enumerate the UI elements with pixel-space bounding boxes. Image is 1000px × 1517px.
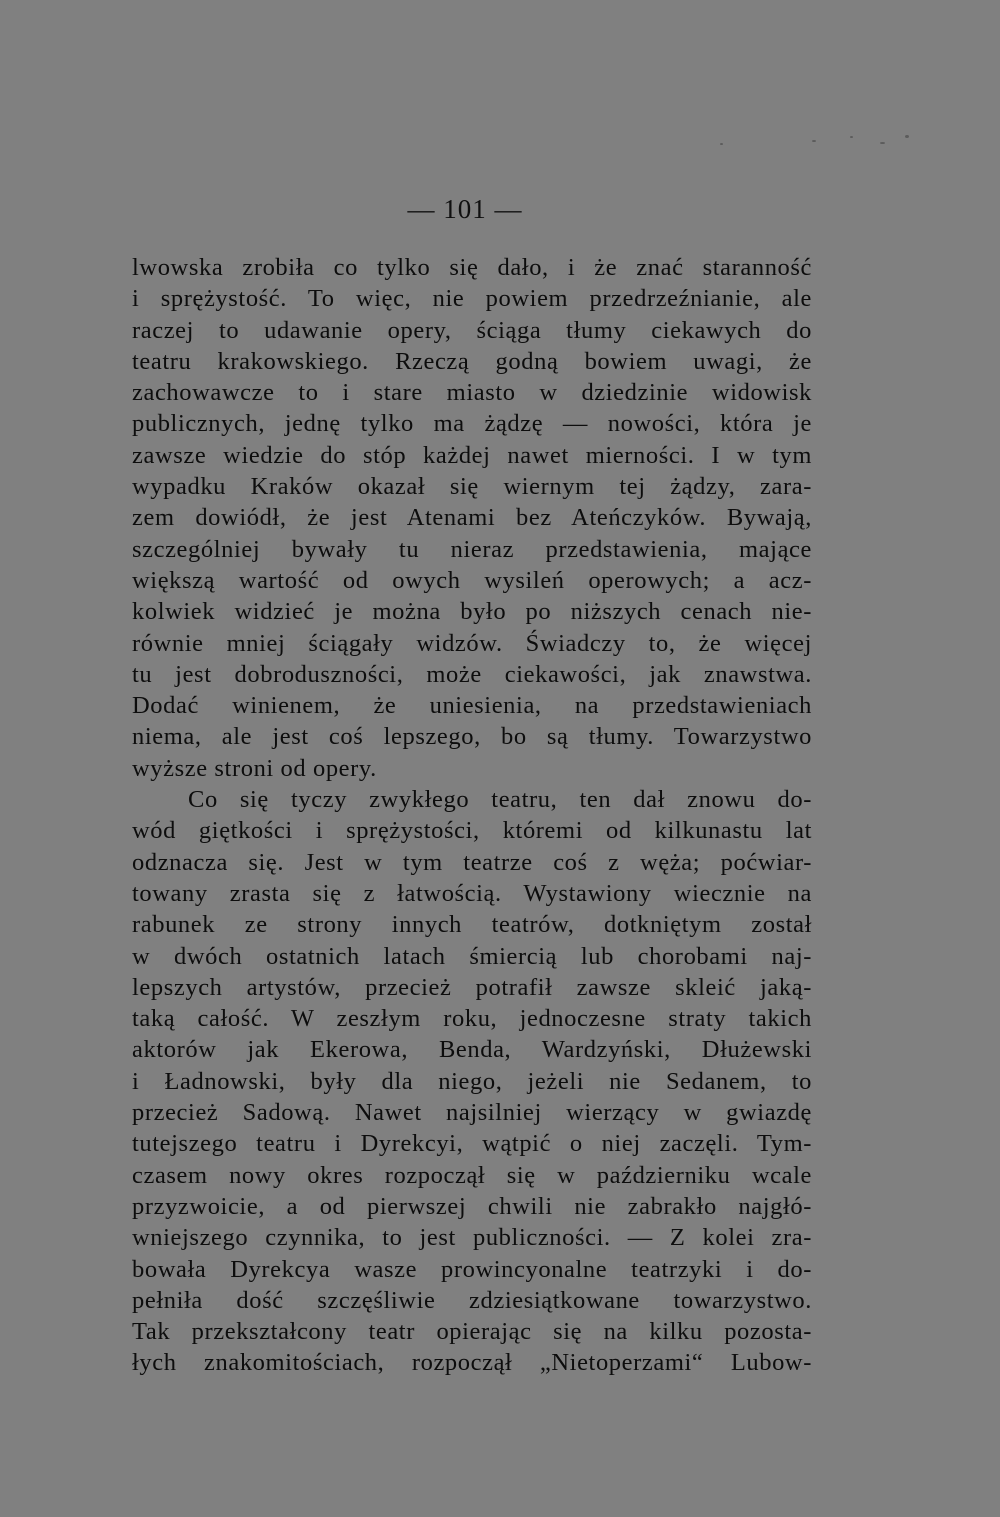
text-line: wniejszego czynnika, to jest publiczności. — Z kolei zra-	[132, 1224, 812, 1252]
text-line: wyższe stroni od opery.	[132, 754, 377, 782]
text-line: tu jest dobroduszności, może ciekawości, jak znawstwa.	[132, 660, 812, 688]
text-line: zem dowiódł, że jest Atenami bez Ateńczyków. Bywają,	[132, 504, 812, 532]
scan-speck	[880, 142, 885, 144]
text-line: Co się tyczy zwykłego teatru, ten dał znowu do-	[188, 786, 812, 814]
text-line: rabunek ze strony innych teatrów, dotkniętym został	[132, 911, 812, 939]
text-line: teatru krakowskiego. Rzeczą godną bowiem uwagi, że	[132, 347, 812, 375]
text-line: równie mniej ściągały widzów. Świadczy to, że więcej	[132, 629, 812, 657]
text-line: taką całość. W zeszłym roku, jednoczesne straty takich	[132, 1005, 812, 1033]
text-line: towany zrasta się z łatwością. Wystawiony wiecznie na	[132, 879, 812, 907]
text-line: łych znakomitościach, rozpoczął „Nietoperzami“ Lubow-	[132, 1349, 812, 1377]
text-line: przecież Sadową. Nawet najsilniej wierzący w gwiazdę	[132, 1099, 812, 1127]
text-line: przyzwoicie, a od pierwszej chwili nie zabrakło najgłó-	[132, 1192, 812, 1220]
page-number: — 101 —	[407, 194, 523, 224]
text-line: wód giętkości i sprężystości, któremi od kilkunastu lat	[132, 817, 812, 845]
text-line: niema, ale jest coś lepszego, bo są tłumy. Towarzystwo	[132, 723, 812, 751]
text-line: aktorów jak Ekerowa, Benda, Wardzyński, Dłużewski	[132, 1036, 812, 1064]
text-line: w dwóch ostatnich latach śmiercią lub chorobami naj-	[132, 942, 812, 970]
text-line: pełniła dość szczęśliwie zdziesiątkowane towarzystwo.	[132, 1286, 812, 1314]
text-line: kolwiek widzieć je można było po niższych cenach nie-	[132, 598, 812, 626]
text-line: raczej to udawanie opery, ściąga tłumy ciekawych do	[132, 316, 812, 344]
text-line: zachowawcze to i stare miasto w dziedzinie widowisk	[132, 379, 812, 407]
text-line: publicznych, jednę tylko ma żądzę — nowości, która je	[132, 410, 812, 438]
text-line: wypadku Kraków okazał się wiernym tej żądzy, zara-	[132, 473, 812, 501]
text-line: i Ładnowski, były dla niego, jeżeli nie Sedanem, to	[132, 1067, 812, 1095]
scan-speck	[905, 135, 909, 138]
scan-speck	[812, 140, 816, 142]
scan-speck	[850, 136, 853, 138]
text-line: czasem nowy okres rozpoczął się w październiku wcale	[132, 1161, 812, 1189]
text-line: odznacza się. Jest w tym teatrze coś z węża; poćwiar-	[132, 848, 812, 876]
text-line: tutejszego teatru i Dyrekcyi, wątpić o niej zaczęli. Tym-	[132, 1130, 812, 1158]
body-text	[132, 252, 812, 1379]
text-line: lwowska zrobiła co tylko się dało, i że znać staranność	[132, 254, 812, 281]
text-line: większą wartość od owych wysileń operowych; a acz-	[132, 566, 812, 594]
text-line: lepszych artystów, przecież potrafił zawsze skleić jaką-	[132, 973, 812, 1001]
text-line: Dodać winienem, że uniesienia, na przedstawieniach	[132, 692, 812, 720]
text-line: szczególniej bywały tu nieraz przedstawienia, mające	[132, 535, 812, 563]
text-line: i sprężystość. To więc, nie powiem przedrzeźnianie, ale	[132, 285, 812, 313]
text-line: bowała Dyrekcya wasze prowincyonalne teatrzyki i do-	[132, 1255, 812, 1283]
scan-speck	[720, 143, 723, 145]
text-line: zawsze wiedzie do stóp każdej nawet mierności. I w tym	[132, 441, 812, 469]
text-line: Tak przekształcony teatr opierając się na kilku pozosta-	[132, 1318, 812, 1346]
